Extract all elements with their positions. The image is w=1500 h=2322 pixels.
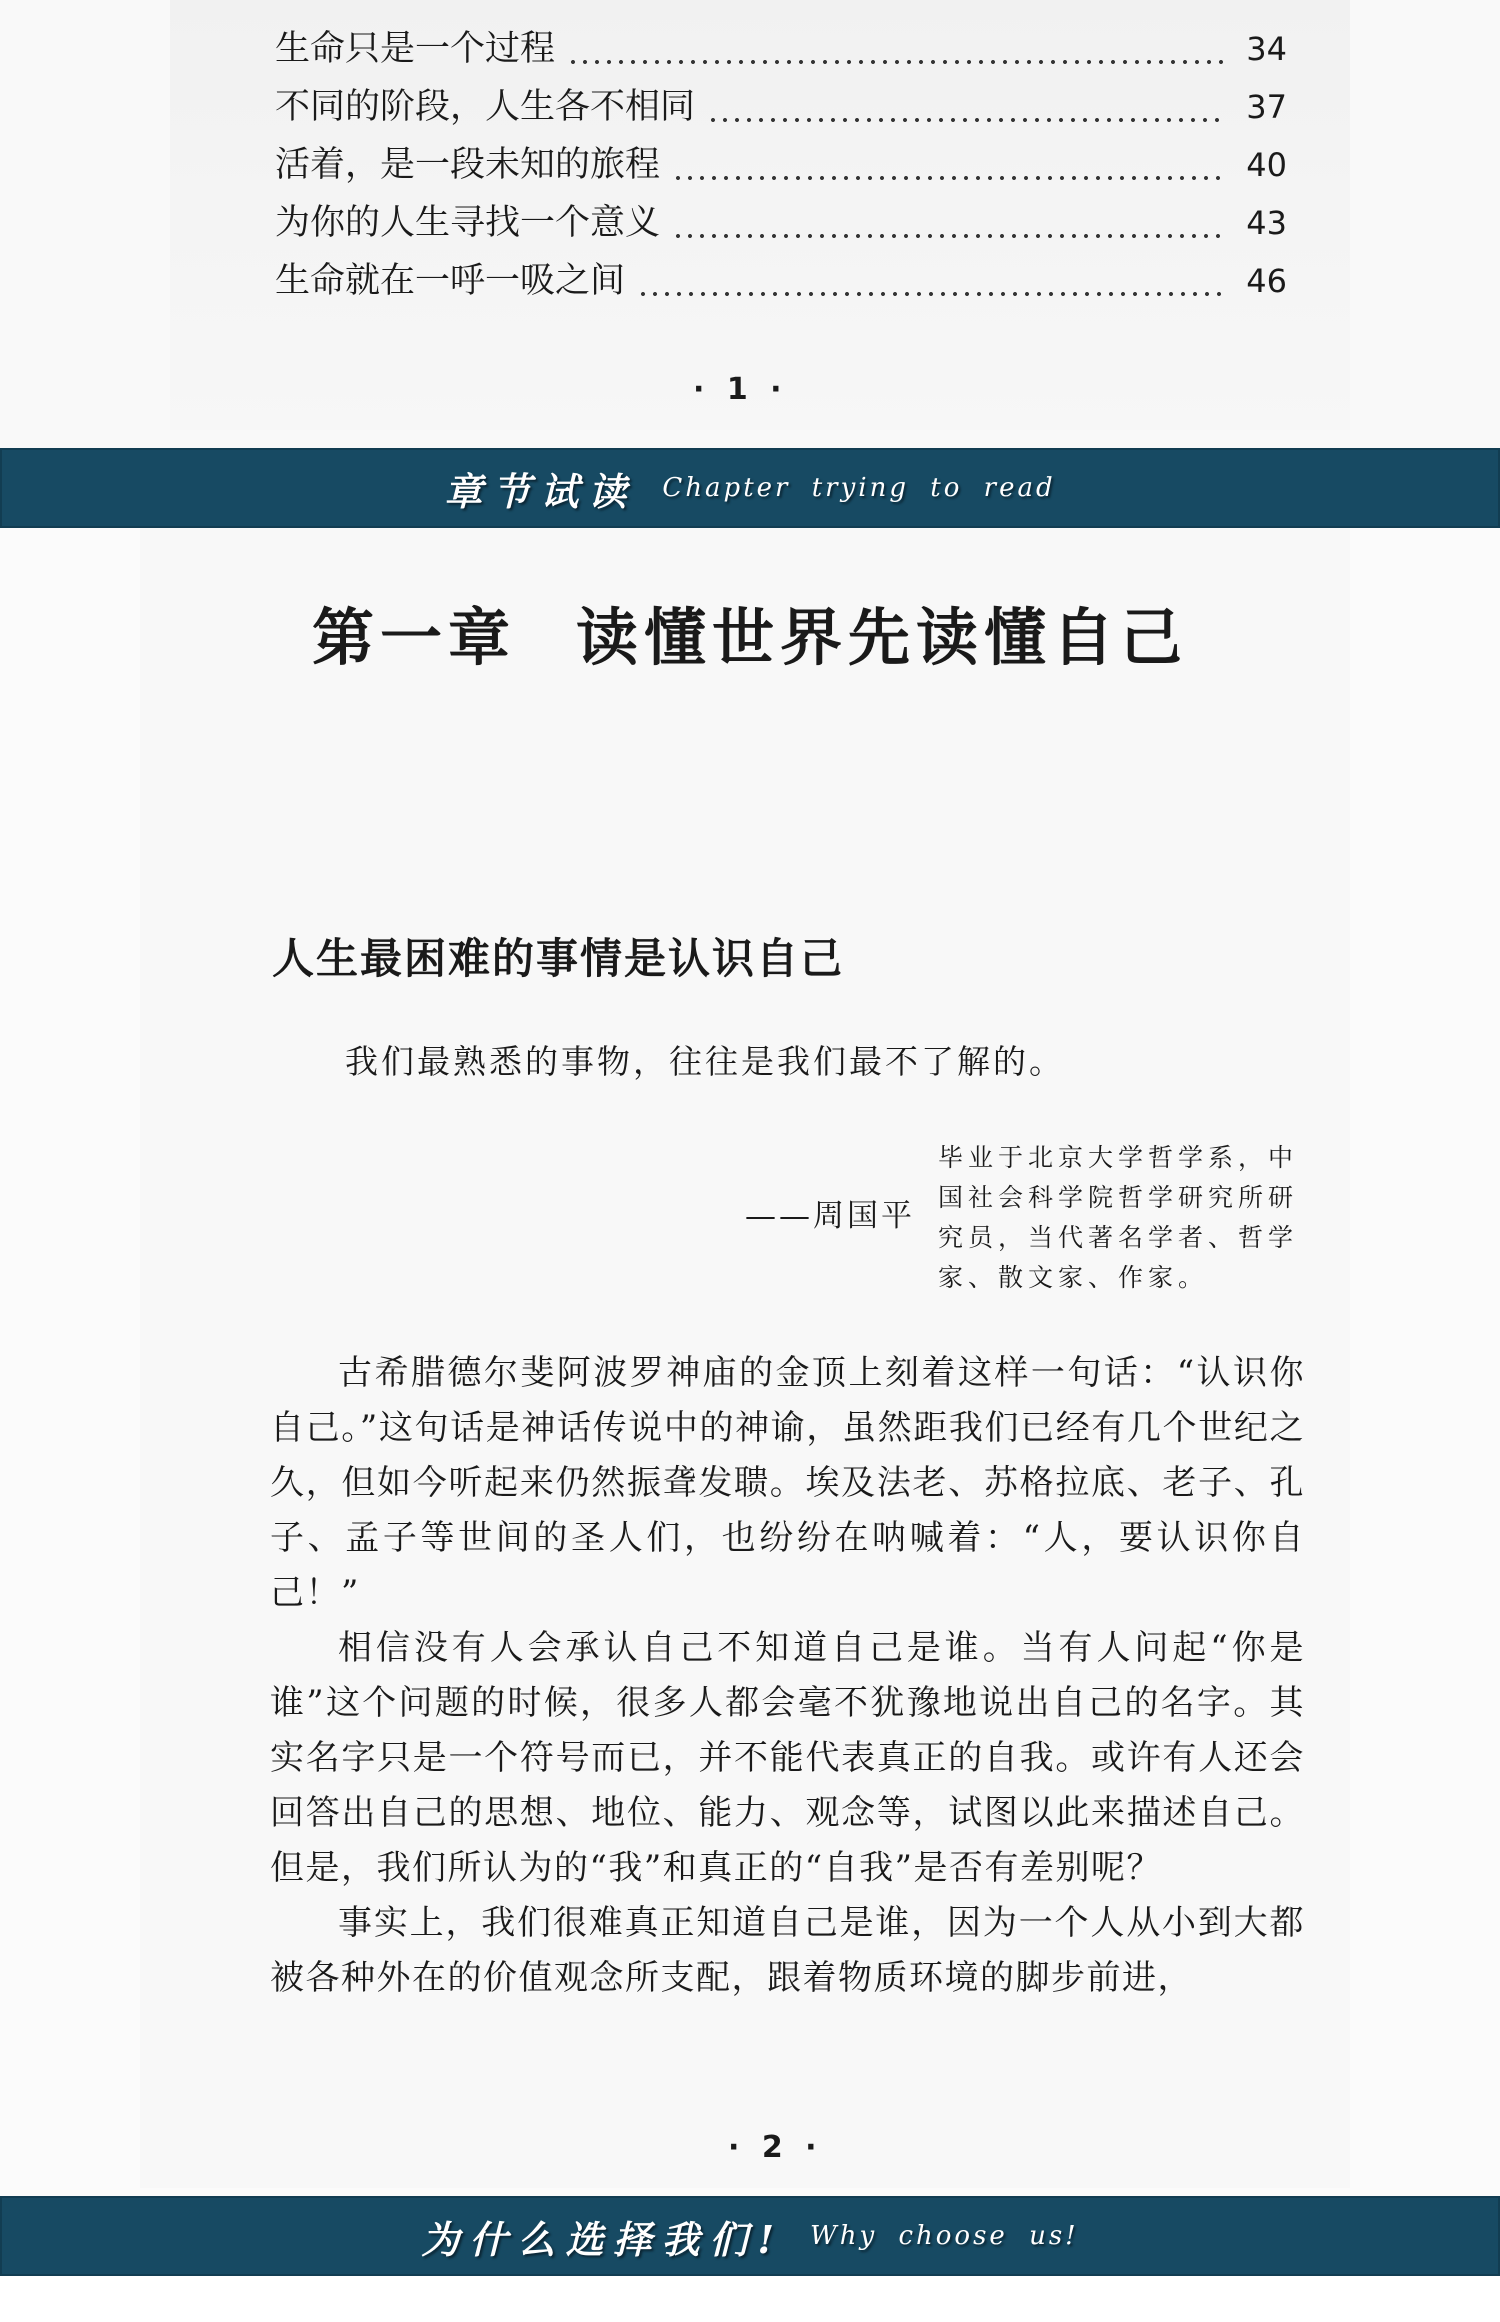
- toc-entry: [275, 198, 1287, 248]
- toc-leader-dots: [672, 198, 1225, 248]
- chapter-label: 第一章: [311, 601, 516, 674]
- paragraph: 古希腊德尔斐阿波罗神庙的金顶上刻着这样一句话：“认识你自己。”这句话是神话传说中的神谕，虽然距我们已经有几个世纪之久，但如今听起来仍然振聋发聩。埃及法老、苏格拉底、老子、孔子、孟子等世间的圣人们，也纷纷在呐喊着：“人，要认识你自己！”: [270, 1353, 1305, 1613]
- banner-title-cn: 为什么选择我们!: [421, 2216, 785, 2262]
- content-page: [0, 528, 1500, 2196]
- author-bio: 毕业于北京大学哲学系，中国社会科学院哲学研究所研究员，当代著名学者、哲学家、散文家、作家。: [938, 1143, 1299, 1292]
- toc-leader-dots: [637, 256, 1225, 306]
- paragraph: 相信没有人会承认自己不知道自己是谁。当有人问起“你是谁”这个问题的时候，很多人都会毫不犹豫地说出自己的名字。其实名字只是一个符号而已，并不能代表真正的自我。或许有人还会回答出自己的思想、地位、能力、观念等，试图以此来描述自己。但是，我们所认为的“我”和真正的“自我”是否有差别呢？: [270, 1628, 1305, 1888]
- section-title: 人生最困难的事情是认识自己: [272, 934, 845, 983]
- chapter-title: [0, 588, 1500, 677]
- toc-leader-dots: [707, 82, 1225, 132]
- epigraph-quote: 我们最熟悉的事物，往往是我们最不了解的。: [345, 1042, 1065, 1081]
- banner-title-cn: 章节试读: [444, 468, 637, 514]
- toc-entry-title: 不同的阶段，人生各不相同: [275, 87, 696, 127]
- toc-entry-page: 46: [1246, 262, 1287, 300]
- epigraph-attribution: ——周国平: [745, 1198, 915, 1234]
- toc-entry: [275, 140, 1287, 190]
- body-text: [270, 1346, 1305, 2006]
- toc-entry-title: 生命就在一呼一吸之间: [275, 261, 626, 301]
- toc-entry-page: 43: [1246, 204, 1287, 242]
- toc-entry-page: 34: [1246, 30, 1287, 68]
- chapter-name: 读懂世界先读懂自己: [576, 601, 1189, 674]
- toc-entry: [275, 256, 1287, 306]
- page-number: · 1 ·: [693, 372, 788, 407]
- toc-entry: [275, 24, 1287, 74]
- toc-leader-dots: [672, 140, 1225, 190]
- toc-entry-title: 生命只是一个过程: [275, 29, 556, 69]
- paragraph: 事实上，我们很难真正知道自己是谁，因为一个人从小到大都被各种外在的价值观念所支配，跟着物质环境的脚步前进，: [270, 1903, 1305, 1998]
- toc-entry-title: 活着，是一段未知的旅程: [275, 145, 661, 185]
- chapter-preview-banner: [0, 448, 1500, 528]
- banner-title-en: Why choose us!: [810, 2221, 1079, 2251]
- toc-leader-dots: [567, 24, 1225, 74]
- toc-entry: [275, 82, 1287, 132]
- toc-entry-page: 40: [1246, 146, 1287, 184]
- page-number: · 2 ·: [728, 2130, 823, 2165]
- why-choose-us-banner: [0, 2196, 1500, 2276]
- toc-entry-page: 37: [1246, 88, 1287, 126]
- toc-entry-title: 为你的人生寻找一个意义: [275, 203, 661, 243]
- toc-page: [0, 0, 1500, 448]
- banner-title-en: Chapter trying to read: [662, 473, 1056, 503]
